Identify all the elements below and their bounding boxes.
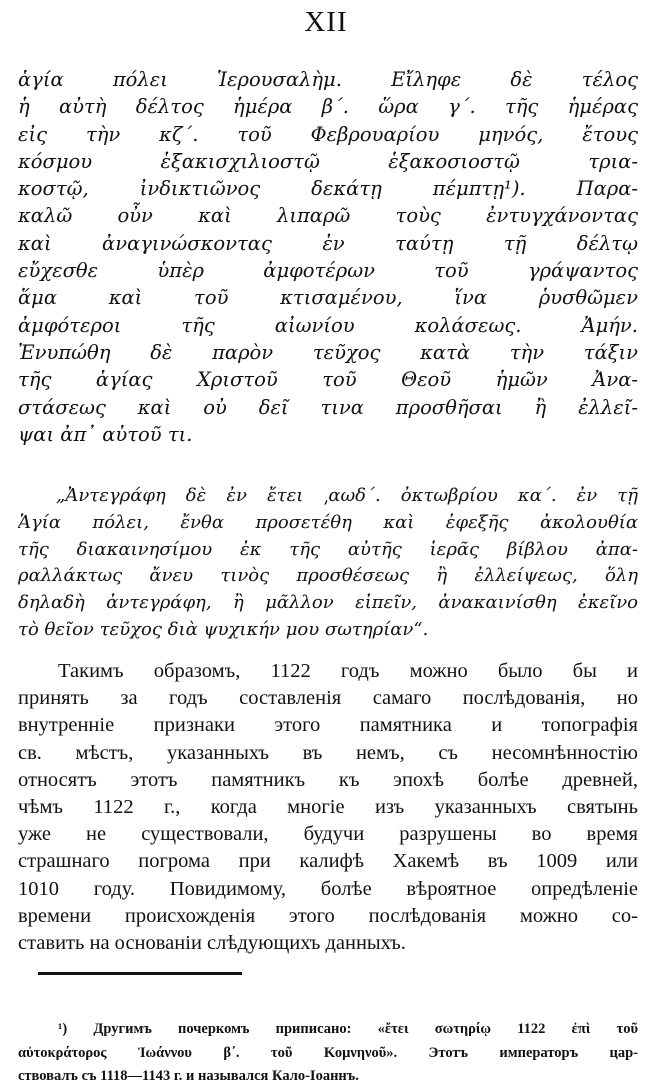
quote-line: τῆς διακαινησίμου ἐκ τῆς αὐτῆς ἱερᾶς βίβλου ἀπα- <box>18 538 638 560</box>
greek-line: καὶ ἀναγινώσκοντας ἐν ταύτῃ τῇ δέλτῳ <box>18 231 638 255</box>
paragraph-line: ставить на основаніи слѣдующихъ данныхъ. <box>18 931 406 954</box>
footnote-line: ствовалъ съ 1118—1143 г. и назывался Кало-Іоаннъ. <box>18 1068 359 1084</box>
greek-line: εὔχεσθε ὑπὲρ ἀμφοτέρων τοῦ γράψαντος <box>18 259 638 283</box>
footnote-line: ¹) Другимъ почеркомъ приписано: «ἔτει σωτηρίῳ 1122 ἐπὶ τοῦ <box>58 1021 638 1037</box>
paragraph-line: чѣмъ 1122 г., когда многіе изъ указанныхъ святынь <box>18 795 638 818</box>
paragraph-line: внутренніе признаки этого памятника и топографія <box>18 714 638 737</box>
quote-line: „Ἀντεγράφη δὲ ἐν ἔτει ͵αωδ΄. ὀκτωβρίου κα΄. ἐν τῇ <box>56 485 638 506</box>
greek-line: Ἐνυπώθη δὲ παρὸν τεῦχος κατὰ τὴν τάξιν <box>18 340 638 364</box>
russian-paragraph <box>18 658 638 957</box>
quote-line: Ἁγία πόλει, ἔνθα προσετέθη καὶ ἐφεξῆς ἀκολουθία <box>18 511 638 533</box>
quote-line: ραλλάκτως ἄνευ τινὸς προσθέσεως ἢ ἐλλείψεως, ὅλη <box>18 565 638 587</box>
greek-line: τῆς ἁγίας Χριστοῦ τοῦ Θεοῦ ἡμῶν Ἀνα- <box>18 368 638 392</box>
footnote-divider <box>38 972 242 975</box>
greek-line: ἀμφότεροι τῆς αἰωνίου κολάσεως. Ἀμήν. <box>18 313 638 337</box>
greek-line: εἰς τὴν κζ΄. τοῦ Φεβρουαρίου μηνός, ἔτους <box>18 122 638 146</box>
greek-line: ἅμα καὶ τοῦ κτισαμένου, ἵνα ῥυσθῶμεν <box>18 286 638 310</box>
paragraph-line: св. мѣстъ, указанныхъ въ немъ, съ несомнѣнностію <box>18 741 638 764</box>
paragraph-line: времени происхожденія этого послѣдованія можно со- <box>18 904 638 927</box>
greek-line: ψαι ἀπ᾽ αὐτοῦ τι. <box>18 422 193 446</box>
greek-line: ἡ αὐτὴ δέλτος ἡμέρα β΄. ὥρα γ΄. τῆς ἡμέρας <box>18 95 638 119</box>
greek-line: καλῶ οὖν καὶ λιπαρῶ τοὺς ἐντυγχάνοντας <box>18 204 638 228</box>
paragraph-line: уже не существовали, будучи разрушены во время <box>18 823 638 846</box>
footnote-line: αὐτοκράτορος Ἰωάννου β΄. τοῦ Κομνηνοῦ». Этотъ императоръ цар- <box>18 1044 638 1061</box>
page-number: XII <box>304 6 348 38</box>
paragraph-line: Такимъ образомъ, 1122 годъ можно было бы и <box>58 660 638 682</box>
quote-line: δηλαδὴ ἀντεγράφη, ἢ μᾶλλον εἰπεῖν, ἀνακαινίσθη ἐκεῖνο <box>18 592 638 614</box>
greek-line: στάσεως καὶ οὐ δεῖ τινα προσθῆσαι ἢ ἐλλεῖ- <box>18 395 638 419</box>
quote-line: τὸ θεῖον τεῦχος διὰ ψυχικήν μου σωτηρίαν“. <box>18 618 429 640</box>
paragraph-line: относятъ этотъ памятникъ къ эпохѣ болѣе древней, <box>18 768 638 791</box>
footnote <box>18 1018 638 1089</box>
greek-line: ἁγία πόλει Ἱερουσαλὴμ. Εἴληφε δὲ τέλος <box>18 68 638 91</box>
paragraph-line: принять за годъ составленія самаго послѣдованія, но <box>18 687 638 710</box>
greek-line: κοστῷ, ἰνδικτιῶνος δεκάτῃ πέμπτῃ¹). Παρα- <box>18 177 638 201</box>
greek-quotation <box>18 483 638 644</box>
greek-line: κόσμου ἑξακισχιλιοστῷ ἑξακοσιοστῷ τρια- <box>18 149 638 173</box>
paragraph-line: 1010 году. Повидимому, болѣе вѣроятное опредѣленіе <box>18 877 638 900</box>
greek-colophon-text <box>18 66 638 448</box>
paragraph-line: страшнаго погрома при калифѣ Хакемѣ въ 1009 или <box>18 850 638 873</box>
